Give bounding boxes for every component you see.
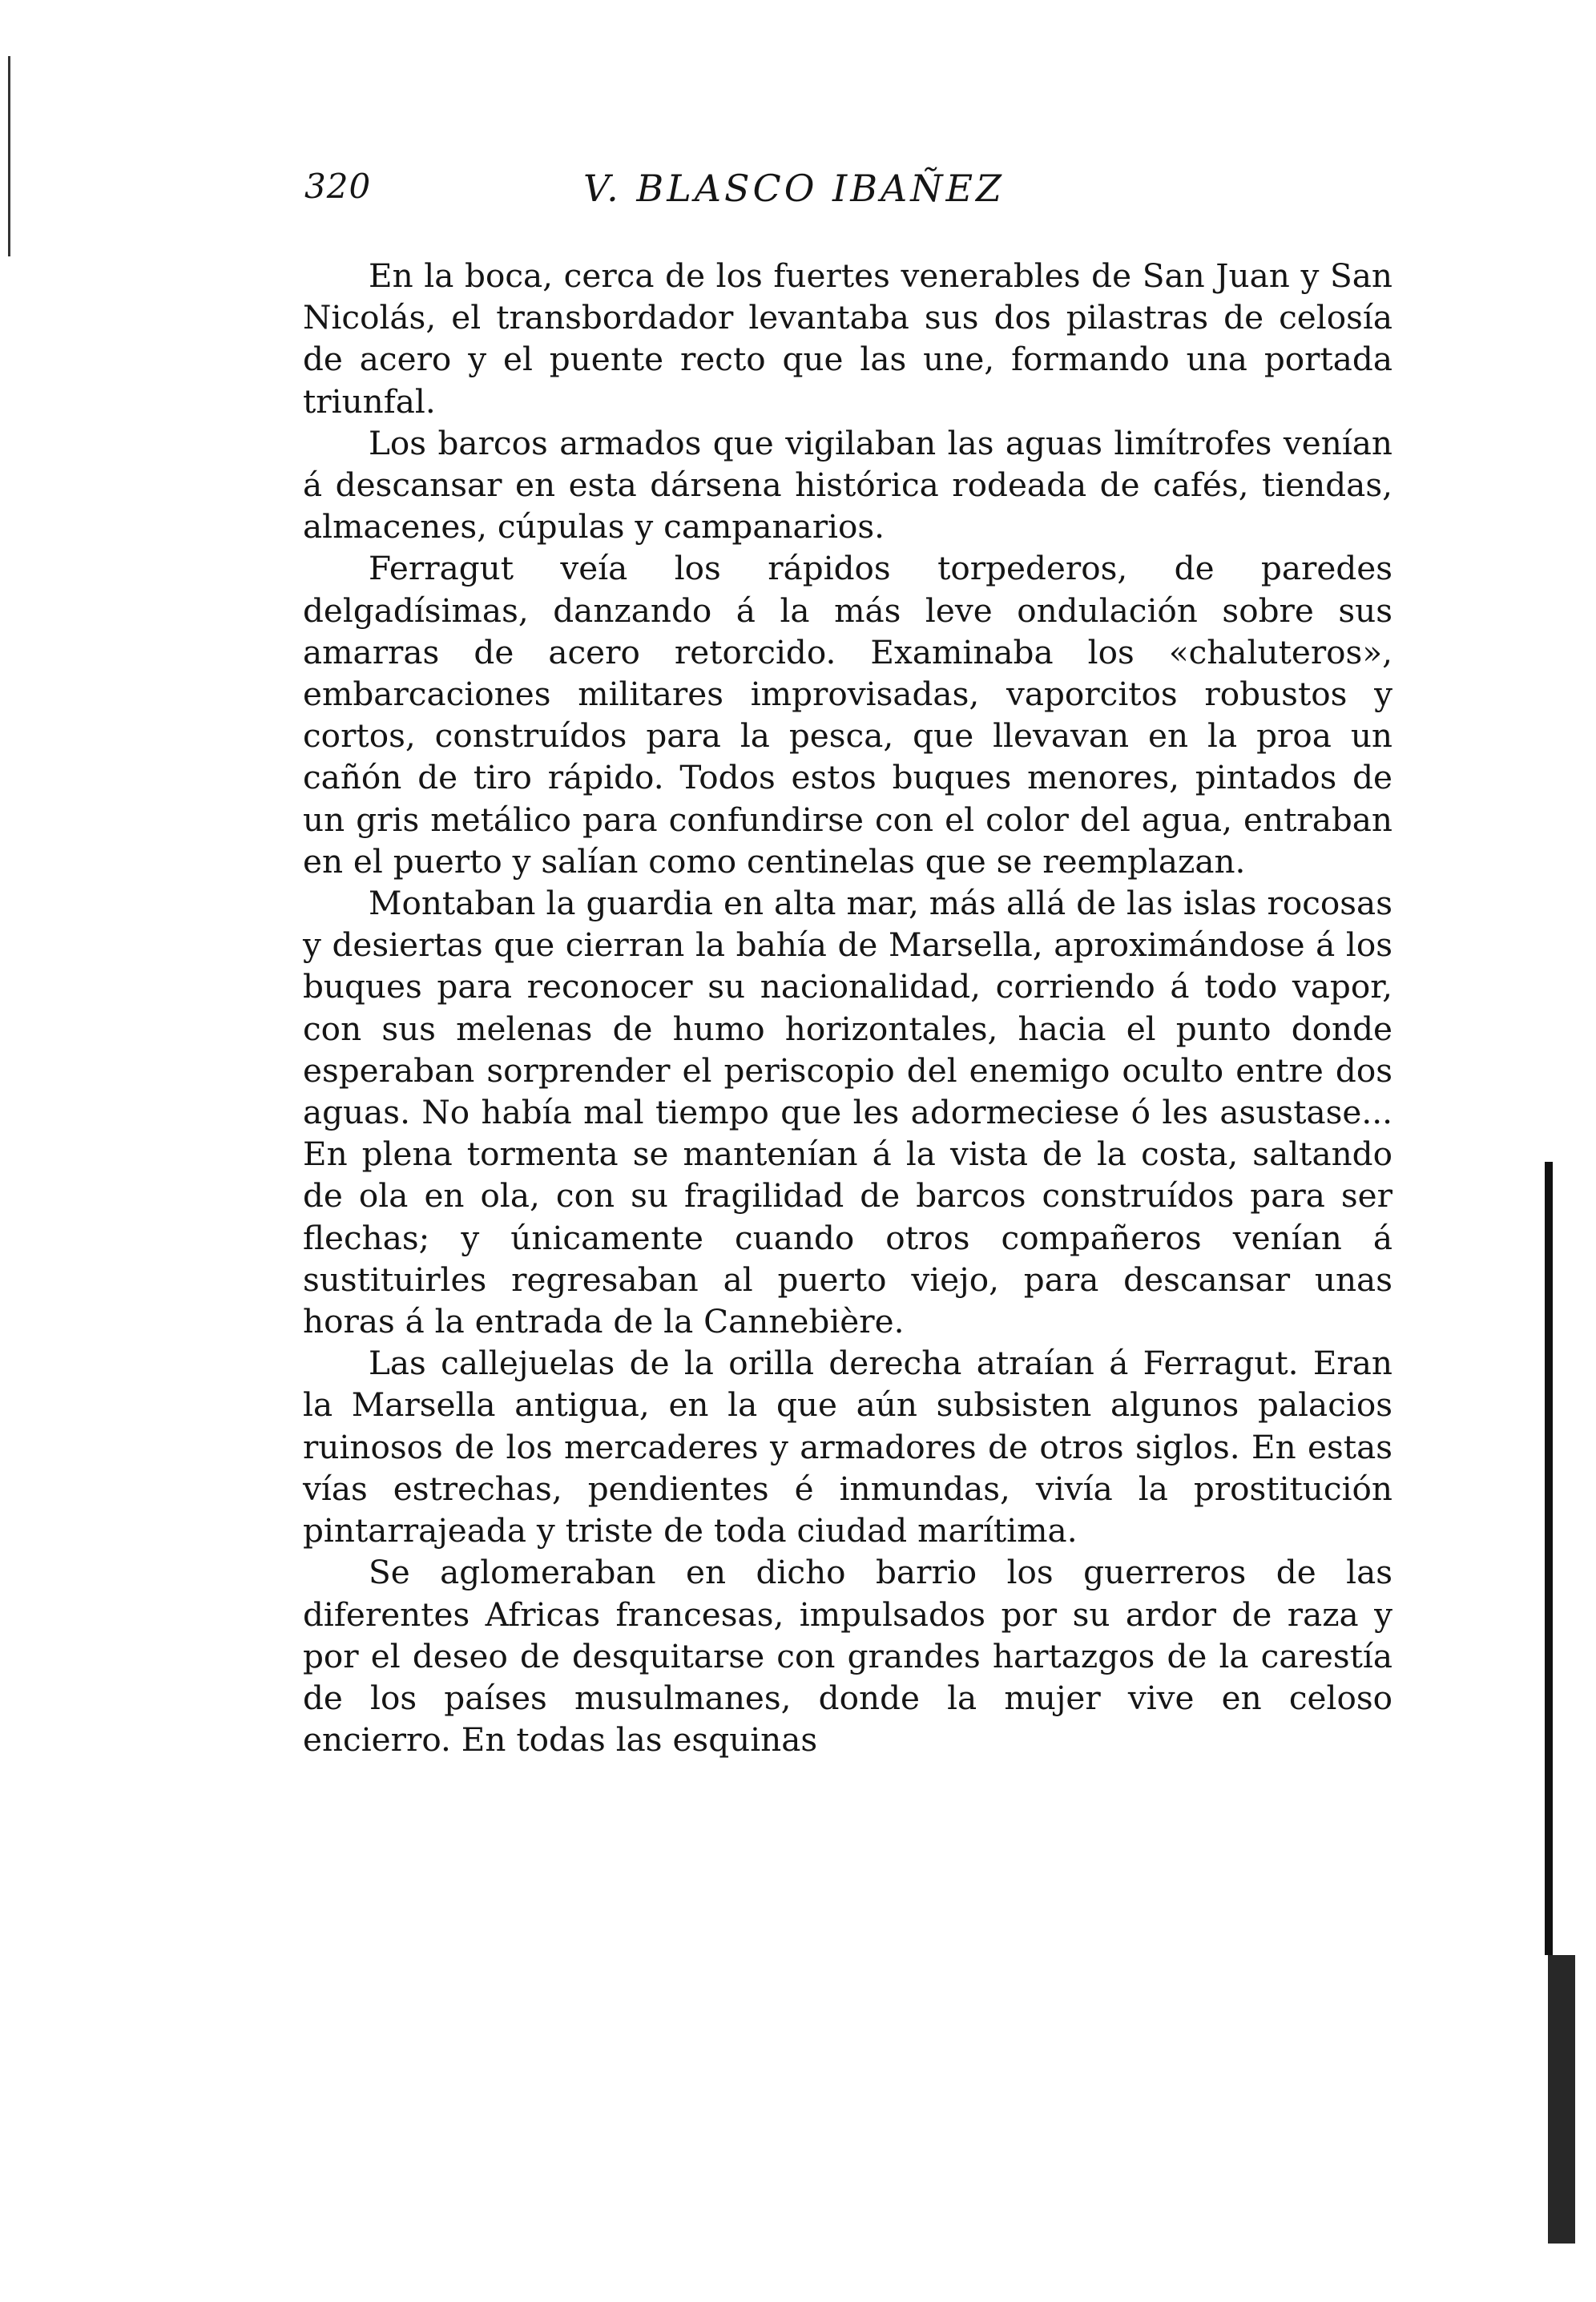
body-text bbox=[303, 255, 1392, 1760]
paragraph-4: Montaban la guardia en alta mar, más allá de las islas rocosas y desiertas que cierran la bahía de Marsella, aproximándose á los buques para reconocer su nacionalidad, corriendo á todo vapor, con sus melenas de humo horizontales, hacia el punto donde esperaban sorprender el periscopio del enemigo oculto entre dos aguas. No había mal tiempo que les adormeciese ó les asustase... En plena tormenta se mantenían á la vista de la costa, saltando de ola en ola, con su fragilidad de barcos construídos para ser flechas; y únicamente cuando otros compañeros venían á sustituirles regresaban al puerto viejo, para descansar unas horas á la entrada de la Cannebière. bbox=[303, 884, 1392, 1341]
running-head: V. BLASCO IBAÑEZ bbox=[583, 167, 1006, 210]
page-header bbox=[0, 167, 1596, 215]
paragraph-2: Los barcos armados que vigilaban las aguas limítrofes venían á descansar en esta dársena histórica rodeada de cafés, tiendas, almacenes, cúpulas y campanarios. bbox=[303, 423, 1392, 546]
paragraph-1: En la boca, cerca de los fuertes venerables de San Juan y San Nicolás, el transbordador levantaba sus dos pilastras de celosía de acero y el puente recto que las une, formando una portada triunfal. bbox=[303, 256, 1392, 421]
paragraph-6: Se aglomeraban en dicho barrio los guerreros de las diferentes Africas francesas, impulsados por su ardor de raza y por el deseo de desquitarse con grandes hartazgos de la carestía de los países musulmanes, donde la mujer vive en celoso encierro. En todas las esquinas bbox=[303, 1553, 1392, 1760]
paragraph-5: Las callejuelas de la orilla derecha atraían á Ferragut. Eran la Marsella antigua, en la que aún subsisten algunos palacios ruinosos de los mercaderes y armadores de otros siglos. En estas vías estrechas, pendientes é inmundas, vivía la prostitución pintarrajeada y triste de toda ciudad marítima. bbox=[303, 1344, 1392, 1550]
scan-edge-left bbox=[8, 56, 10, 256]
page-number: 320 bbox=[304, 167, 372, 206]
scan-edge-right-lower bbox=[1548, 1955, 1575, 2244]
paragraph-3: Ferragut veía los rápidos torpederos, de paredes delgadísimas, danzando á la más leve ondulación sobre sus amarras de acero retorcido. Examinaba los «chaluteros», embarcaciones militares improvisadas, vaporcitos robustos y cortos, construídos para la pesca, que llevavan en la proa un cañón de tiro rápido. Todos estos buques menores, pintados de un gris metálico para confundirse con el color del agua, entraban en el puerto y salían como centinelas que se reemplazan. bbox=[303, 549, 1392, 881]
scan-edge-right bbox=[1545, 1162, 1553, 1955]
